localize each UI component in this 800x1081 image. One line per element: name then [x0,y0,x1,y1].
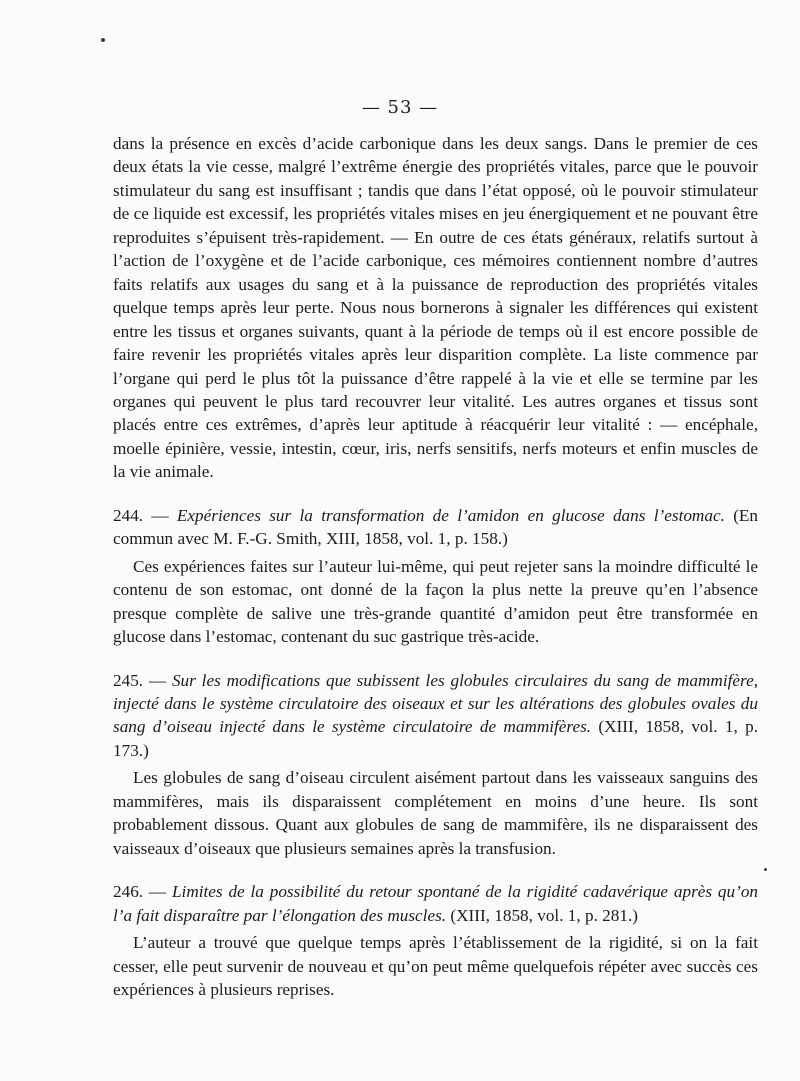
entry-title: Limites de la possibilité du retour spontané de la rigidité cadavérique après qu’on l’a fait disparaître par l’élongation des muscles. [113,882,759,925]
entry-246-body: L’auteur a trouvé que quelque temps après l’établissement de la rigidité, si on la fait cesser, elle peut survenir de nouveau et qu’on peut même quelquefois répéter avec succès ces expériences à plusieurs reprises. [113,933,758,999]
entry-244-body: Ces expériences faites sur l’auteur lui-même, qui peut rejeter sans la moindre difficulté le contenu de son estomac, ont donné de la façon la plus nette la preuve qu’en l’absence presque complète de salive une très-grande quantité d’amidon peut être transformée en glucose dans l’estomac, contenant du suc gastrique très-acide. [113,556,758,647]
page-number: — 53 — [361,97,439,118]
print-speck [764,868,767,871]
page-text [113,132,758,1001]
entry-245-heading [113,669,758,763]
entry-number: 246. — [113,882,167,902]
entry-number: 245. — [113,670,167,690]
continuation-paragraph: dans la présence en excès d’acide carbonique dans les deux sangs. Dans le premier de ces deux états la vie cesse, malgré l’extrême énergie des propriétés vitales, parce que le pouvoir stimulateur du sang est insuffisant ; tandis que dans l’état opposé, où le pouvoir stimulateur de ce liquide est excessif, les propriétés vitales mises en jeu énergiquement et ne pouvant être reproduites s’épuisent très-rapidement. — En outre de ces états généraux, relatifs surtout à l’action de l’oxygène et de l’acide carbonique, ces mémoires contiennent nombre d’autres faits relatifs aux usages du sang et à la puissance de reproduction des propriétés vitales quelque temps après leur perte. Nous nous bornerons à signaler les différences qui existent entre les tissus et organes suivants, quant à la période de temps où il est encore possible de faire revenir les propriétés vitales après leur disparition complète. La liste commence par l’organe qui perd le plus tôt la puissance d’être rappelé à la vie et elle se termine par les organes qui peuvent le plus tard recouvrer leur vitalité. Les autres organes et tissus sont placés entre ces extrêmes, d’après leur aptitude à réacquérir leur vitalité : — encéphale, moelle épinière, vessie, intestin, cœur, iris, nerfs sensitifs, nerfs moteurs et enfin muscles de la vie animale. [113,134,758,482]
entry-246-heading [113,880,758,927]
entry-245-body: Les globules de sang d’oiseau circulent aisément partout dans les vaisseaux sanguins des mammifères, mais ils disparaissent complétement en moins d’une heure. Ils sont probablement dissous. Quant aux globules de sang de mammifère, ils ne disparaissent des vaisseaux d’oiseaux que plusieurs semaines après la transfusion. [113,768,758,858]
entry-number: 244. — [113,505,169,525]
entry-reference: (En commun avec M. F.-G. Smith, XIII, 1858, vol. 1, p. 158.) [113,505,759,549]
entry-title: Expériences sur la transformation de l’amidon en glucose dans l’estomac. [176,505,725,525]
entry-244-heading [113,504,758,551]
entry-reference: (XIII, 1858, vol. 1, p. 173.) [113,717,759,760]
entry-title: Sur les modifications que subissent les globules circulaires du sang de mammifère, injecté dans le système circulatoire des oiseaux et sur les altérations des globules ovales du sang d’oiseau injecté dans le système circulatoire de mammifères. [113,670,758,737]
print-speck [101,38,105,42]
entry-reference: (XIII, 1858, vol. 1, p. 281.) [450,905,638,925]
